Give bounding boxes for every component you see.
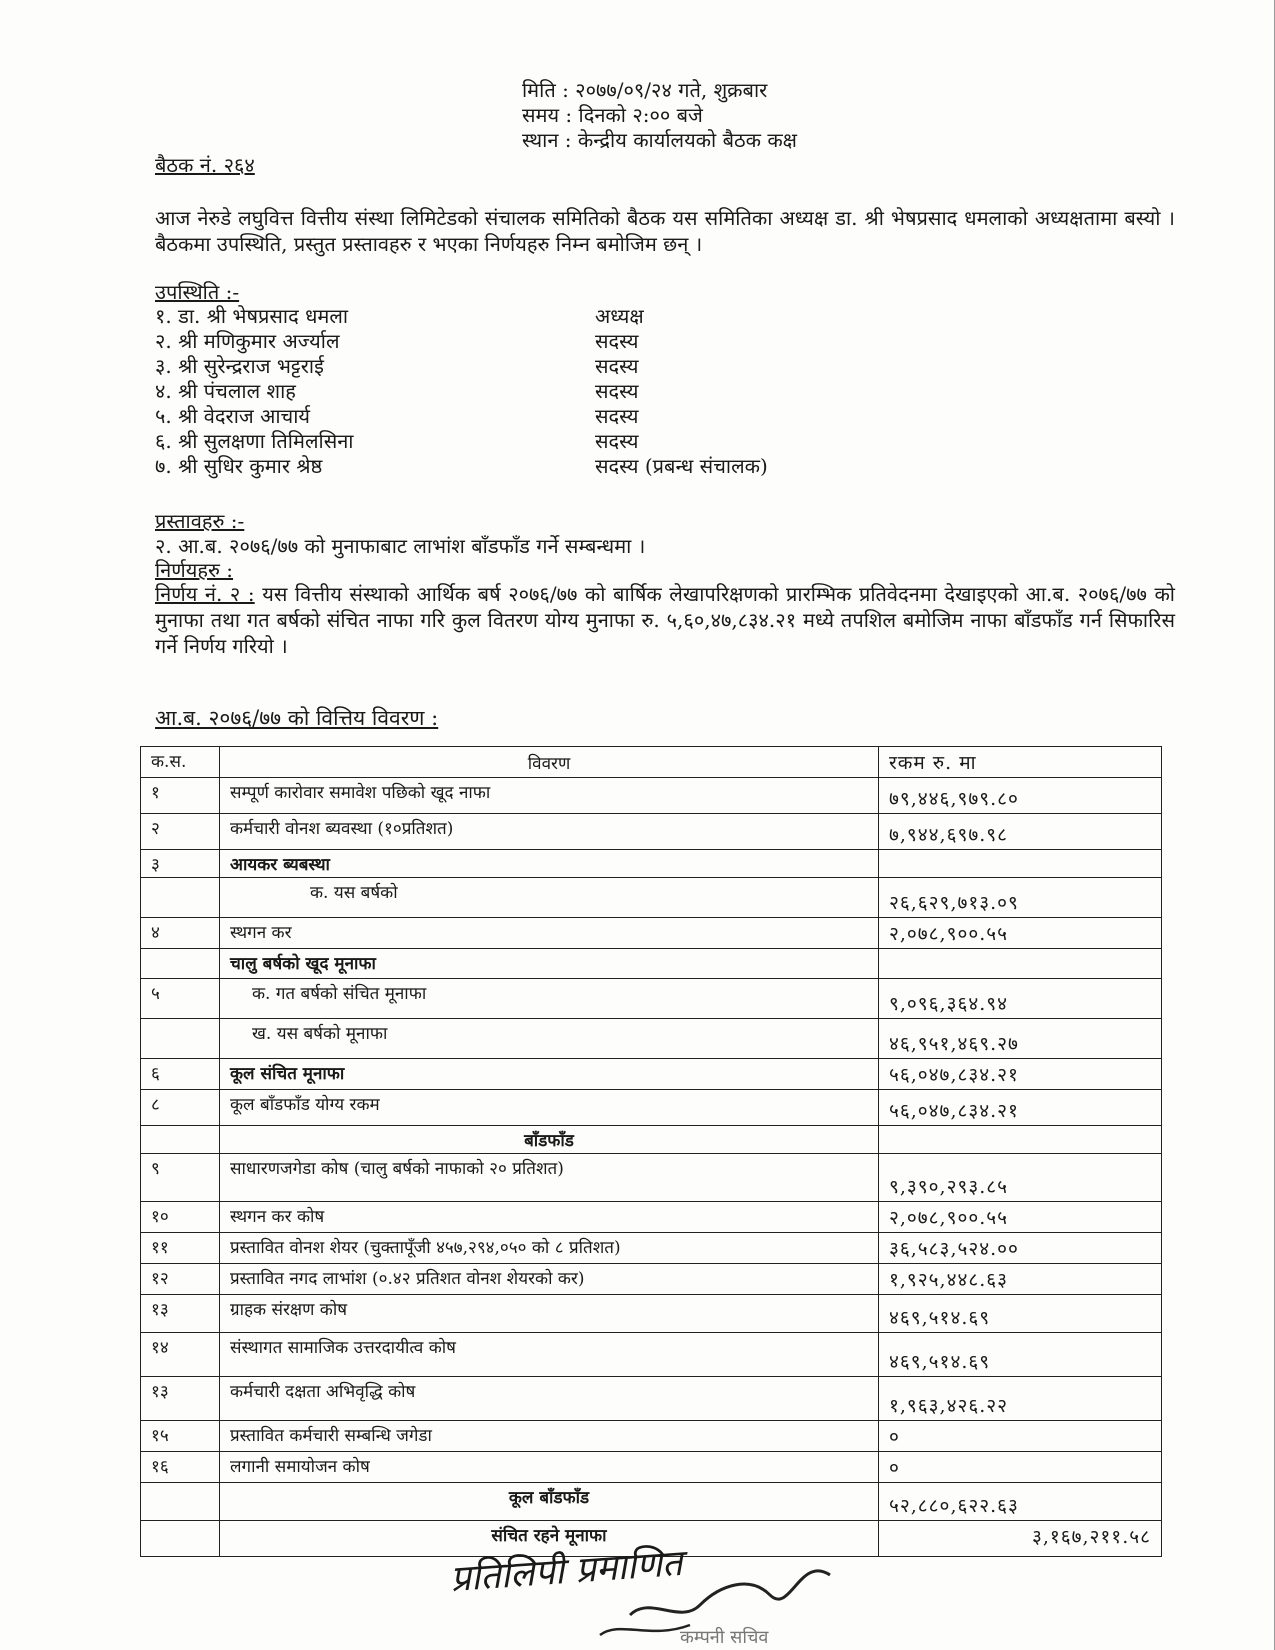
table-row (141, 1126, 1162, 1154)
certified-copy-handwriting: प्रतिलिपी प्रमाणित (448, 1542, 684, 1601)
row-desc: लगानी समायोजन कोष (220, 1452, 879, 1483)
row-desc: चालु बर्षको खूद मूनाफा (220, 949, 879, 979)
row-sn (141, 1483, 220, 1521)
meeting-place: स्थान : केन्द्रीय कार्यालयको बैठक कक्ष (522, 128, 798, 152)
attendee-name: ३. श्री सुरेन्द्रराज भट्टराई (155, 354, 324, 378)
attendee-name: ६. श्री सुलक्षणा तिमिलसिना (155, 429, 354, 453)
attendance-title: उपस्थिति :- (155, 280, 240, 304)
row-sn (141, 1521, 220, 1557)
row-amount: ४६,९५१,४६९.२७ (879, 1019, 1162, 1059)
attendance-row (155, 404, 875, 429)
row-sn: २ (141, 814, 220, 850)
row-desc: क. यस बर्षको (220, 878, 879, 918)
table-row (141, 1090, 1162, 1126)
attendance-row (155, 379, 875, 404)
table-row (141, 1452, 1162, 1483)
table-row (141, 1295, 1162, 1333)
attendee-role: सदस्य (595, 329, 639, 353)
row-sn: १५ (141, 1421, 220, 1452)
row-sn (141, 878, 220, 918)
header-sn: क.स. (141, 747, 220, 778)
row-sn: ६ (141, 1059, 220, 1090)
attendee-role: सदस्य (595, 429, 639, 453)
row-desc: कर्मचारी दक्षता अभिवृद्धि कोष (220, 1377, 879, 1421)
table-header-row (141, 747, 1162, 778)
attendee-name: २. श्री मणिकुमार अर्ज्याल (155, 329, 340, 353)
row-sn: ८ (141, 1090, 220, 1126)
row-sn: १३ (141, 1295, 220, 1333)
row-sn: ५ (141, 979, 220, 1019)
row-desc: ग्राहक संरक्षण कोष (220, 1295, 879, 1333)
attendee-role: सदस्य (595, 354, 639, 378)
table-row (141, 1333, 1162, 1377)
table-row (141, 949, 1162, 979)
table-row (141, 878, 1162, 918)
row-sn: १२ (141, 1264, 220, 1295)
table-row (141, 1421, 1162, 1452)
attendee-role: सदस्य (प्रबन्ध संचालक) (595, 454, 768, 478)
decisions-title: निर्णयहरु : (155, 558, 234, 582)
row-desc: क. गत बर्षको संचित मूनाफा (220, 979, 879, 1019)
row-amount: ९,३९०,२९३.८५ (879, 1154, 1162, 1202)
table-row (141, 1264, 1162, 1295)
row-sn: १४ (141, 1333, 220, 1377)
row-sn: १३ (141, 1377, 220, 1421)
row-desc: स्थगन कर कोष (220, 1202, 879, 1233)
attendance-list (155, 304, 875, 479)
row-amount: २६,६२९,७१३.०९ (879, 878, 1162, 918)
meeting-time: समय : दिनको २:०० बजे (522, 103, 703, 127)
table-row (141, 1202, 1162, 1233)
attendance-row (155, 454, 875, 479)
signature-scribble (450, 1535, 870, 1645)
table-row (141, 850, 1162, 878)
table-row (141, 814, 1162, 850)
row-desc: प्रस्तावित कर्मचारी सम्बन्धि जगेडा (220, 1421, 879, 1452)
row-desc: बाँडफाँड (220, 1126, 879, 1154)
table-row (141, 979, 1162, 1019)
row-sn: १० (141, 1202, 220, 1233)
row-desc: कूल बाँडफाँड (220, 1483, 879, 1521)
row-sn (141, 1019, 220, 1059)
row-amount: २,०७८,९००.५५ (879, 1202, 1162, 1233)
table-row (141, 1483, 1162, 1521)
table-row (141, 1059, 1162, 1090)
header-description: विवरण (220, 747, 879, 778)
row-amount: ० (879, 1452, 1162, 1483)
row-amount (879, 1126, 1162, 1154)
table-row (141, 1154, 1162, 1202)
row-amount: ५६,०४७,८३४.२१ (879, 1090, 1162, 1126)
row-amount: ० (879, 1421, 1162, 1452)
row-desc: कूल संचित मूनाफा (220, 1059, 879, 1090)
proposals-title: प्रस्तावहरु :- (155, 509, 245, 533)
proposal-item: २. आ.ब. २०७६/७७ को मुनाफाबाट लाभांश बाँडफाँड गर्ने सम्बन्धमा । (155, 534, 646, 558)
row-amount: ४६९,५१४.६९ (879, 1295, 1162, 1333)
row-desc: स्थगन कर (220, 918, 879, 949)
row-amount: ७९,४४६,९७९.८० (879, 778, 1162, 814)
attendee-name: ५. श्री वेदराज आचार्य (155, 404, 311, 428)
attendee-role: सदस्य (595, 379, 639, 403)
row-sn: १६ (141, 1452, 220, 1483)
row-amount (879, 949, 1162, 979)
row-amount: ५२,८८०,६२२.६३ (879, 1483, 1162, 1521)
company-secretary-stamp: कम्पनी सचिव (680, 1627, 769, 1648)
row-desc: सम्पूर्ण कारोवार समावेश पछिको खूद नाफा (220, 778, 879, 814)
row-desc: संस्थागत सामाजिक उत्तरदायीत्व कोष (220, 1333, 879, 1377)
row-sn: १ (141, 778, 220, 814)
decision-lead: निर्णय नं. २ : (155, 582, 255, 606)
attendee-role: सदस्य (595, 404, 639, 428)
row-amount (879, 850, 1162, 878)
row-desc: कर्मचारी वोनश ब्यवस्था (१०प्रतिशत) (220, 814, 879, 850)
row-amount: ३६,५८३,५२४.०० (879, 1233, 1162, 1264)
intro-paragraph: आज नेरुडे लघुवित्त वित्तीय संस्था लिमिटेडको संचालक समितिको बैठक यस समितिका अध्यक्ष डा. श्री भेषप्रसाद धमलाको अध्यक्षतामा बस्यो । बैठकमा उपस्थिति, प्रस्तुत प्रस्तावहरु र भएका निर्णयहरु निम्न बमोजिम छन् । (155, 206, 1175, 256)
row-desc: साधारणजगेडा कोष (चालु बर्षको नाफाको २० प्रतिशत) (220, 1154, 879, 1202)
row-desc: आयकर ब्यबस्था (220, 850, 879, 878)
financial-table (140, 746, 1162, 1557)
attendance-row (155, 354, 875, 379)
row-desc: प्रस्तावित नगद लाभांश (०.४२ प्रतिशत वोनश शेयरको कर) (220, 1264, 879, 1295)
table-row (141, 778, 1162, 814)
row-amount: ४६९,५१४.६९ (879, 1333, 1162, 1377)
meeting-meta (522, 78, 797, 153)
row-amount: १,९२५,४४८.६३ (879, 1264, 1162, 1295)
decision-text: यस वित्तीय संस्थाको आर्थिक बर्ष २०७६/७७ को बार्षिक लेखापरिक्षणको प्रारम्भिक प्रतिवेदनमा देखाइएको आ.ब. २०७६/७७ को मुनाफा तथा गत बर्षको संचित नाफा गरि कुल वितरण योग्य मुनाफा रु. ५,६०,४७,८३४.२१ मध्ये तपशिल बमोजिम नाफा बाँडफाँड गर्न सिफारिस गर्ने निर्णय गरियो । (155, 582, 1175, 658)
decision-paragraph (155, 581, 1175, 659)
row-sn: ३ (141, 850, 220, 878)
attendee-name: १. डा. श्री भेषप्रसाद धमला (155, 304, 349, 328)
attendee-role: अध्यक्ष (595, 304, 644, 328)
table-row (141, 918, 1162, 949)
row-amount: २,०७८,९००.५५ (879, 918, 1162, 949)
row-amount: ९,०९६,३६४.९४ (879, 979, 1162, 1019)
row-amount: ७,९४४,६९७.९८ (879, 814, 1162, 850)
table-row (141, 1233, 1162, 1264)
meeting-number: बैठक नं. २६४ (155, 153, 255, 177)
row-sn (141, 949, 220, 979)
table-row (141, 1377, 1162, 1421)
row-desc: प्रस्तावित वोनश शेयर (चुक्तापूँजी ४५७,२९४,०५० को ८ प्रतिशत) (220, 1233, 879, 1264)
attendance-row (155, 304, 875, 329)
row-desc: ख. यस बर्षको मूनाफा (220, 1019, 879, 1059)
financial-title: आ.ब. २०७६/७७ को वित्तिय विवरण : (155, 706, 439, 730)
meeting-date: मिति : २०७७/०९/२४ गते, शुक्रबार (522, 78, 768, 102)
row-sn: ९ (141, 1154, 220, 1202)
attendance-row (155, 429, 875, 454)
row-desc: संचित रहने मूनाफा (220, 1521, 879, 1557)
table-row (141, 1019, 1162, 1059)
row-sn: ४ (141, 918, 220, 949)
attendance-row (155, 329, 875, 354)
row-sn (141, 1126, 220, 1154)
row-amount: १,९६३,४२६.२२ (879, 1377, 1162, 1421)
attendee-name: ४. श्री पंचलाल शाह (155, 379, 296, 403)
header-amount: रकम रु. मा (879, 747, 1162, 778)
row-desc: कूल बाँडफाँड योग्य रकम (220, 1090, 879, 1126)
attendee-name: ७. श्री सुधिर कुमार श्रेष्ठ (155, 454, 323, 478)
row-sn: ११ (141, 1233, 220, 1264)
row-amount: ३,१६७,२११.५८ (879, 1521, 1162, 1557)
row-amount: ५६,०४७,८३४.२१ (879, 1059, 1162, 1090)
